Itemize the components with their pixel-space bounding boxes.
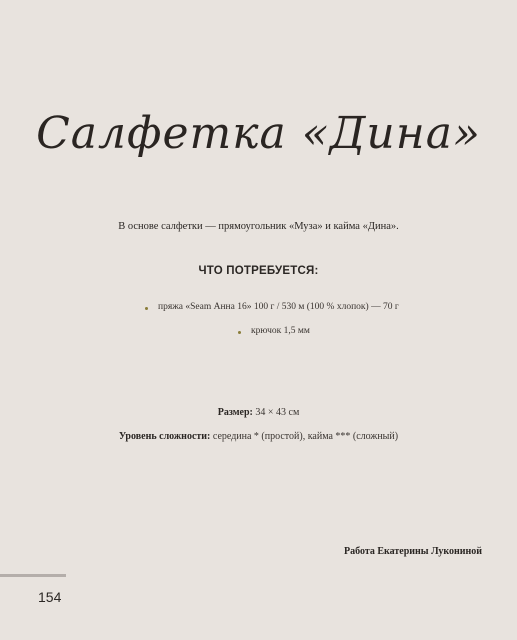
page-number: 154 [38, 589, 62, 605]
page-title: Салфетка «Дина» [36, 108, 481, 159]
difficulty-value: середина * (простой), кайма *** (сложный) [212, 431, 399, 442]
size-value: 34 × 43 см [255, 407, 300, 418]
difficulty-line [0, 431, 517, 442]
list-item [251, 326, 310, 336]
bullet-icon [145, 307, 148, 310]
material-hook: крючок 1,5 мм [251, 326, 310, 336]
author-credit: Работа Екатерины Лукониной [343, 546, 482, 557]
list-item [158, 302, 399, 312]
size-label: Размер: [217, 407, 253, 418]
difficulty-label: Уровень сложности: [118, 431, 211, 442]
materials-heading: ЧТО ПОТРЕБУЕТСЯ: [198, 265, 319, 277]
material-yarn: пряжа «Seam Анна 16» 100 г / 530 м (100 % хлопок) — 70 г [158, 302, 399, 312]
intro-text: В основе салфетки — прямоугольник «Муза» и кайма «Дина». [118, 221, 399, 232]
page-divider [0, 574, 66, 577]
size-line [0, 407, 517, 418]
bullet-icon [238, 331, 241, 334]
